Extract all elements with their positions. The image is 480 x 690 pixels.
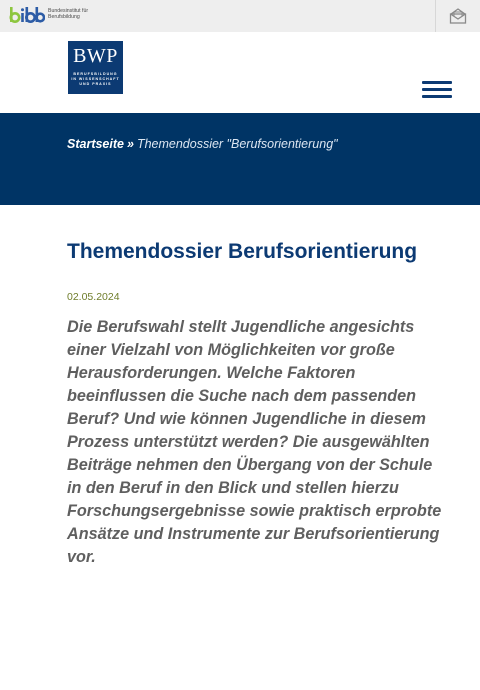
page-title: Themendossier Berufsorientierung (67, 240, 418, 263)
breadcrumb (67, 137, 338, 151)
breadcrumb-current: Themendossier "Berufsorientierung" (136, 137, 338, 151)
menu-bar-top (422, 81, 452, 84)
bwp-logo-subtitle-line2: IN WISSENSCHAFT (71, 77, 120, 81)
mail-button[interactable] (435, 0, 480, 32)
mail-inbox-icon (449, 8, 467, 24)
menu-bar-bottom (422, 95, 452, 98)
bibb-logo-mark (9, 6, 45, 24)
bwp-logo-subtitle-line1: BERUFSBILDUNG (73, 72, 118, 76)
site-header (0, 32, 480, 113)
bibb-logo-text-line2: Berufsbildung (48, 14, 80, 20)
hamburger-menu-icon[interactable] (422, 80, 452, 100)
publication-date: 02.05.2024 (67, 291, 120, 303)
bwp-logo-subtitle (68, 72, 123, 87)
top-bar (0, 0, 480, 32)
bwp-logo-subtitle-line3: UND PRAXIS (79, 82, 112, 86)
hero-banner (0, 113, 480, 205)
bibb-logo[interactable] (9, 6, 90, 24)
breadcrumb-home-link[interactable]: Startseite (67, 137, 124, 151)
breadcrumb-separator: » (126, 137, 134, 151)
bwp-logo[interactable] (68, 41, 123, 94)
bwp-logo-title: BWP (73, 45, 118, 67)
menu-bar-middle (422, 88, 452, 91)
lead-paragraph: Die Berufswahl stellt Jugendliche angesichts einer Vielzahl von Möglichkeiten vor große Herausforderungen. Welche Faktoren beeinflussen die Suche nach dem passenden Beruf? Und wie können Jugendliche in diesem Prozess unterstützt werden? Die ausgewählten Beiträge nehmen den Übergang von der Schule in den Beruf in den Blick und stellen hierzu Forschungsergebnisse sowie praktisch erprobte Ansätze und Instrumente zur Berufsorientierung vor. (67, 318, 442, 566)
bibb-logo-text (48, 8, 90, 20)
bibb-logo-text-line1: Bundesinstitut für (48, 8, 89, 14)
